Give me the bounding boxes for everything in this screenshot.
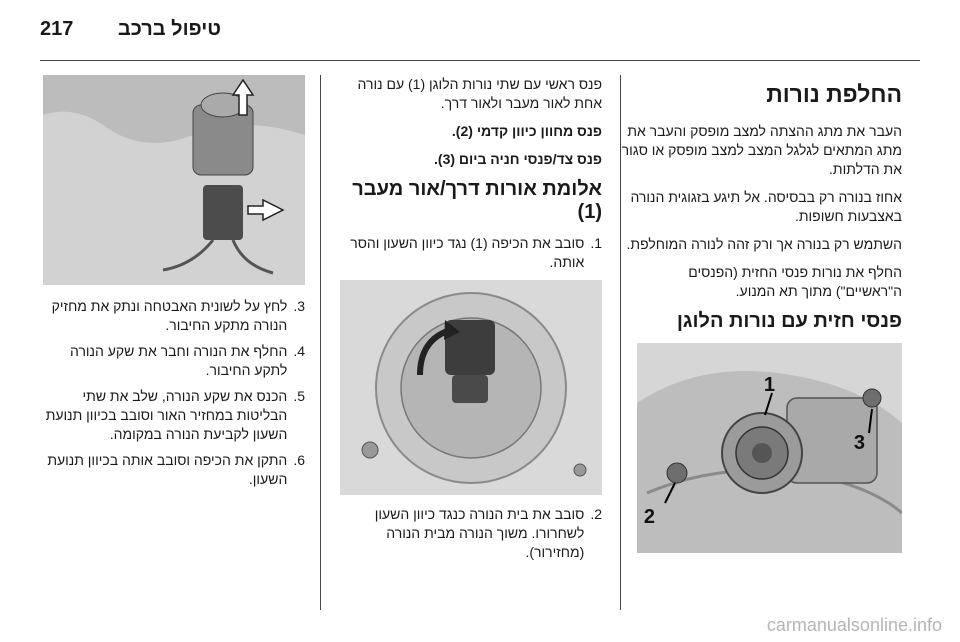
subsection-heading: פנסי חזית עם נורות הלוגן [676,310,902,332]
step-text: הכנס את שקע הנורה, שלב את שתי הבליטות במחזיר האור וסובב בכיוון תנועת השעון לקביעת הנורה במקומה. [45,388,288,442]
step-item [330,234,602,272]
middle-column [330,75,602,569]
step-text: התקן את הכיפה וסובב אותה בכיוון תנועת השעון. [47,452,288,487]
bulb-connector-illustration [43,75,305,285]
step-text: סובב את הכיפה (1) נגד כיוון השעון והסר אותה. [350,235,585,270]
cap-removal-illustration [340,280,602,495]
left-column [40,75,305,496]
paragraph: החלף את נורות פנסי החזית (הפנסים ה"ראשיים") מתוך תא המנוע. [688,264,902,299]
right-column [620,75,902,553]
step-number: 4. [293,343,305,359]
bulb-connector-figure [43,75,305,285]
step-item [40,342,305,380]
step-item [40,297,305,335]
callout-3: 3 [853,432,865,454]
callout-2: 2 [643,506,655,528]
step-item [40,387,305,444]
step-number: 6. [293,452,305,468]
step-item [40,451,305,489]
headlight-illustration [637,343,902,553]
paragraph: אחוז בנורה רק בבסיסה. אל תיגע בזגוגית הנורה באצבעות חשופות. [630,189,902,224]
paragraph: השתמש רק בנורה אך ורק זהה לנורה המוחלפת. [626,236,902,252]
step-item [330,505,602,562]
step-number: 2. [590,506,602,522]
step-number: 1. [590,235,602,251]
steps-list [330,234,602,272]
cap-removal-figure [340,280,602,495]
steps-list [330,505,602,562]
paragraph: העבר את מתג ההצתה למצב מופסק והעבר את מתג המתאים לגלגל המצב למצב מופסק או סגור את הדלתות. [621,123,902,177]
step-text: סובב את בית הנורה כנגד כיוון השעון לשחרורו. משוך הנורה מבית הנורה (מחזירור). [374,506,585,560]
column-divider [320,75,321,610]
step-number: 5. [293,388,305,404]
watermark: carmanualsonline.info [766,615,942,635]
step-text: לחץ על לשונית האבטחה ונתק את מחזיק הנורה מתקע החיבור. [51,298,288,333]
paragraph: פנס מחוון כיוון קדמי (2). [451,123,602,139]
step-text: החלף את הנורה וחבר את שקע הנורה לתקע החיבור. [69,343,288,378]
step-number: 3. [293,298,305,314]
paragraph: פנס ראשי עם שתי נורות הלוגן (1) עם נורה אחת לאור מעבר ולאור דרך. [357,76,602,111]
headlight-figure [637,343,902,553]
steps-list [40,297,305,489]
section-heading: החלפת נורות [766,81,902,107]
running-head: טיפול ברכב [118,18,222,40]
page-number: 217 [40,18,74,40]
callout-1: 1 [763,374,775,396]
subsection-heading: אלומת אורות דרך/אור מעבר (1) [352,178,602,223]
paragraph: פנס צד/פנסי חניה ביום (3). [434,151,602,167]
header-rule [40,60,920,61]
page-header [40,18,920,50]
